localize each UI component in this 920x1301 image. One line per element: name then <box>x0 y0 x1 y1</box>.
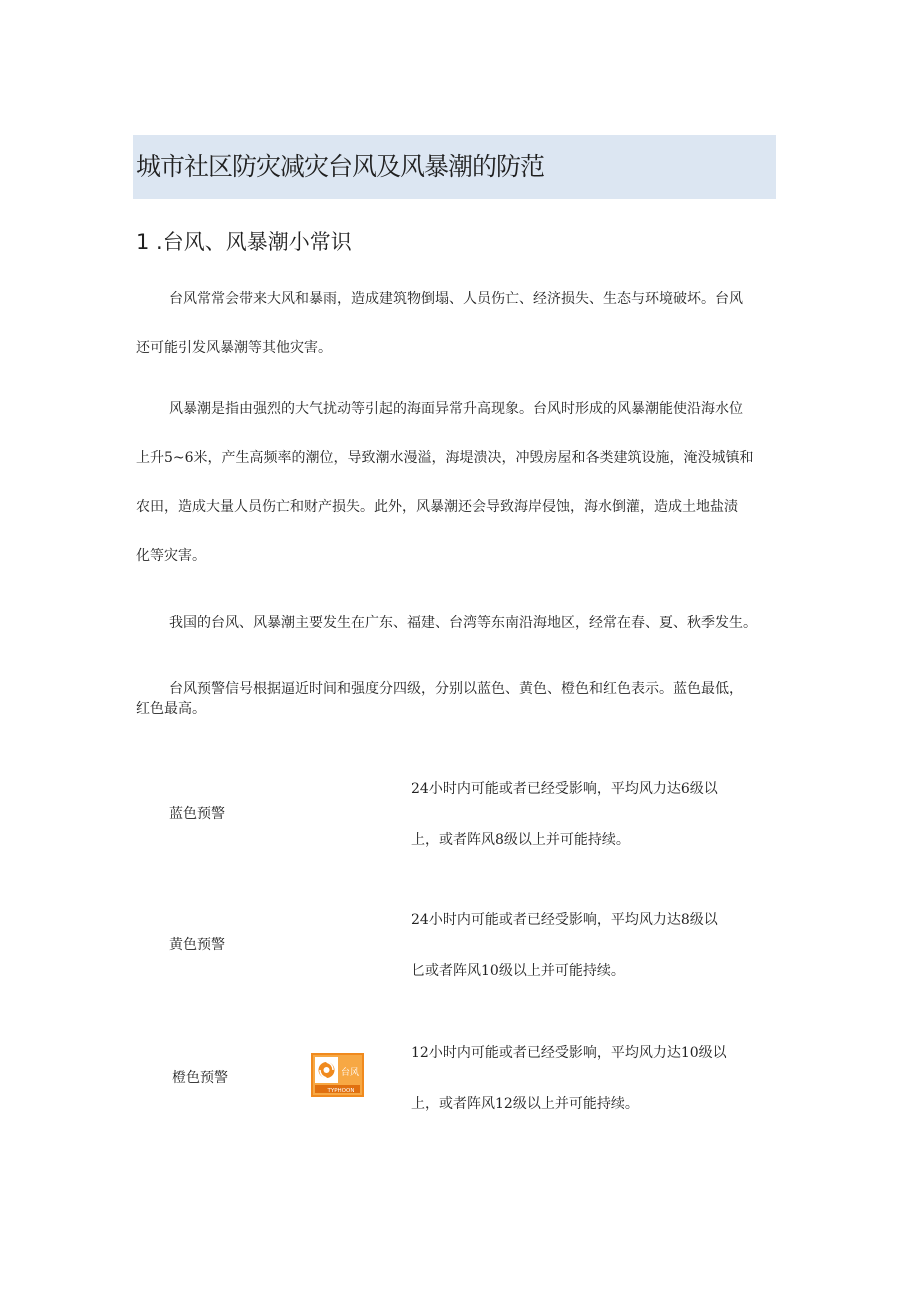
paragraph-regions <box>136 612 786 632</box>
warning-desc-blue-line2: 上，或者阵风8级以上并可能持续。 <box>411 832 630 848</box>
warning-desc-yellow-line2: 匕或者阵风10级以上并可能持续。 <box>411 963 625 979</box>
paragraph-line: 风暴潮是指由强烈的大气扰动等引起的海面异常升高现象。台风时形成的风暴潮能使沿海水位 <box>169 401 743 417</box>
paragraph-typhoon-effects <box>136 288 786 357</box>
paragraph-line: 化等灾害。 <box>136 548 206 564</box>
page-title: 城市社区防灾减灾台风及风暴潮的防范 <box>136 152 545 181</box>
section-heading: 1 .台风、风暴潮小常识 <box>136 230 352 254</box>
warning-label-yellow: 黄色预警 <box>169 937 225 953</box>
paragraph-line: 台风常常会带来大风和暴雨，造成建筑物倒塌、人员伤亡、经济损失、生态与环境破坏。台风 <box>169 291 743 307</box>
paragraph-line: 我国的台风、风暴潮主要发生在广东、福建、台湾等东南沿海地区，经常在春、夏、秋季发生。 <box>169 615 757 631</box>
typhoon-icon-label: 台风 <box>340 1068 360 1078</box>
paragraph-line: 上升5~6米，产生高频率的潮位，导致潮水漫溢，海堤溃决，冲毁房屋和各类建筑设施，淹没城镇和 <box>136 450 754 466</box>
paragraph-line: 还可能引发风暴潮等其他灾害。 <box>136 340 332 356</box>
typhoon-orange-warning-icon <box>311 1053 364 1097</box>
paragraph-storm-surge <box>136 398 786 565</box>
warning-desc-blue-line1: 24小时内可能或者已经受影响，平均风力达6级以 <box>411 781 718 797</box>
paragraph-line: 红色最高。 <box>136 701 206 717</box>
typhoon-icon-caption: TYPHOON <box>327 1088 355 1094</box>
paragraph-warning-levels <box>136 678 786 718</box>
paragraph-line: 农田，造成大量人员伤亡和财产损失。此外，风暴潮还会导致海岸侵蚀，海水倒灌，造成土地盐渍 <box>136 499 738 515</box>
warning-label-orange: 橙色预警 <box>172 1070 228 1086</box>
warning-desc-orange-line1: 12小时内可能或者已经受影响，平均风力达10级以 <box>411 1045 727 1061</box>
warning-desc-yellow-line1: 24小时内可能或者已经受影响，平均风力达8级以 <box>411 912 718 928</box>
paragraph-line: 台风预警信号根据逼近时间和强度分四级，分别以蓝色、黄色、橙色和红色表示。蓝色最低， <box>169 681 743 697</box>
warning-label-blue: 蓝色预警 <box>169 806 225 822</box>
warning-desc-orange-line2: 上，或者阵风12级以上并可能持续。 <box>411 1096 639 1112</box>
